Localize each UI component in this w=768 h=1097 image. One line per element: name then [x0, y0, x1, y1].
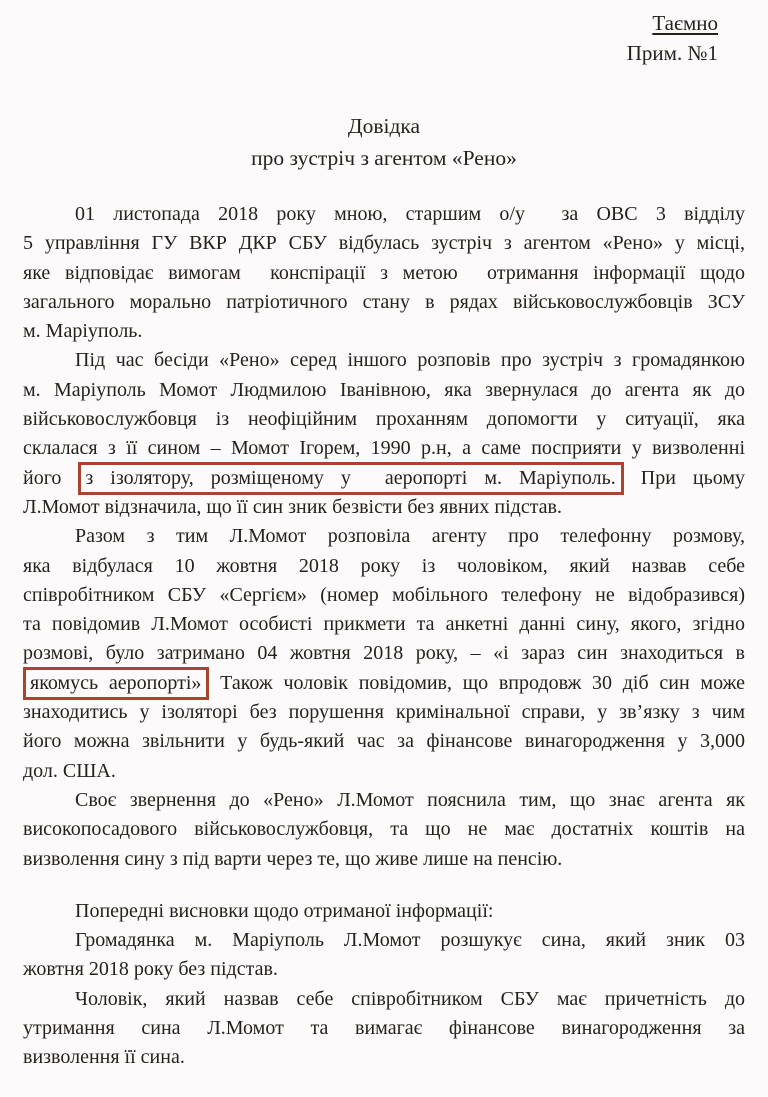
text-line [23, 464, 745, 493]
text-line [23, 376, 745, 405]
text-segment: знаходитись у ізоляторі без порушення кримінальної справи, у зв’язку з чим [23, 701, 745, 724]
document-title [23, 110, 745, 174]
copy-number-label: Прим. №1 [626, 41, 718, 65]
paragraph [23, 926, 745, 985]
text-segment: утримання сина Л.Момот та вимагає фінансове винагородження за [23, 1017, 745, 1040]
text-segment: Громадянка м. Маріуполь Л.Момот розшукує сина, який зник 03 [75, 929, 745, 952]
text-segment: м. Маріуполь Момот Людмилою Іванівною, яка звернулася до агента як до [23, 378, 745, 401]
text-line [23, 317, 745, 346]
text-line [23, 669, 745, 698]
text-line [23, 1043, 745, 1072]
text-segment: Разом з тим Л.Момот розповіла агенту про телефонну розмову, [75, 525, 745, 548]
text-line [23, 581, 745, 610]
text-segment: При цьому [623, 466, 745, 489]
text-line [23, 259, 745, 288]
title-line-2: про зустріч з агентом «Рено» [251, 146, 517, 170]
text-segment: його [23, 466, 79, 489]
text-segment: склалася з її сином – Момот Ігорем, 1990 р.н, а саме посприяти у визволенні [23, 437, 745, 460]
text-segment: яке відповідає вимогам конспірації з метою отримання інформації щодо [23, 261, 745, 284]
text-line [23, 288, 745, 317]
text-segment: високопосадового військовослужбовця, та що не має достатніх коштів на [23, 818, 745, 841]
text-segment: 01 листопада 2018 року мною, старшим о/у за ОВС 3 відділу [75, 203, 745, 225]
text-line [23, 552, 745, 581]
text-segment: Під час бесіди «Рено» серед іншого розповів про зустріч з громадянкою [75, 349, 745, 372]
text-line [23, 1014, 745, 1043]
text-line [23, 926, 745, 955]
text-segment: його можна звільнити у будь-який час за фінансове винагородження у 3,000 [23, 730, 745, 753]
text-line [23, 434, 745, 463]
text-segment: Л.Момот відзначила, що її син зник безвісти без явних підстав. [23, 495, 562, 518]
text-segment: визволення сину з під варти через те, що живе лише на пенсію. [23, 847, 563, 870]
document-header [23, 8, 745, 68]
text-line [23, 346, 745, 375]
text-line [23, 897, 745, 926]
classification-label: Таємно [652, 11, 718, 35]
text-line [23, 985, 745, 1014]
text-segment: Також чоловік повідомив, що впродовж 30 діб син може [209, 671, 745, 694]
paragraph [23, 985, 745, 1073]
text-line [23, 757, 745, 786]
text-segment: дол. США. [23, 759, 116, 782]
text-segment: та повідомив Л.Момот особисті прикмети та анкетні данні сину, якого, згідно [23, 613, 745, 636]
text-line [23, 786, 745, 815]
text-line [23, 698, 745, 727]
text-segment: Попередні висновки щодо отриманої інформації: [75, 899, 494, 922]
paragraph [23, 200, 745, 346]
text-line [23, 610, 745, 639]
document-body [23, 200, 745, 1073]
text-segment: жовтня 2018 року без підстав. [23, 958, 278, 981]
paragraph [23, 522, 745, 786]
text-line [23, 200, 745, 229]
text-segment: загального морально патріотичного стану в рядах військовослужбовців ЗСУ [23, 290, 745, 313]
text-segment: яка відбулася 10 жовтня 2018 року із чоловіком, який назвав себе [23, 554, 745, 577]
text-line [23, 727, 745, 756]
text-segment: визволення її сина. [23, 1046, 185, 1069]
highlight-box: якомусь аеропорті» [23, 667, 209, 700]
text-segment: співробітником СБУ «Сергієм» (номер мобільного телефону не відобразився) [23, 583, 745, 606]
text-segment: 5 управління ГУ ВКР ДКР СБУ відбулась зустріч з агентом «Рено» у місці, [23, 232, 745, 255]
highlight-box: з ізолятору, розміщеному у аеропорті м. Маріуполь. [78, 462, 623, 495]
text-line [23, 639, 745, 668]
text-segment: м. Маріуполь. [23, 320, 143, 343]
text-line [23, 229, 745, 258]
title-line-1: Довідка [347, 114, 421, 138]
text-segment: розмові, було затримано 04 жовтня 2018 року, – «і зараз син знаходиться в [23, 642, 745, 665]
text-line [23, 493, 745, 522]
paragraph [23, 786, 745, 874]
text-line [23, 955, 745, 984]
text-line [23, 522, 745, 551]
text-segment: Своє звернення до «Рено» Л.Момот пояснила тим, що знає агента як [75, 788, 745, 811]
text-segment: військовослужбовця із неофіційним проханням допомогти у ситуації, яка [23, 408, 745, 431]
text-segment: Чоловік, який назвав себе співробітником СБУ має причетність до [75, 987, 745, 1010]
text-line [23, 815, 745, 844]
paragraph [23, 897, 745, 926]
text-line [23, 405, 745, 434]
text-line [23, 845, 745, 874]
paragraph [23, 346, 745, 522]
